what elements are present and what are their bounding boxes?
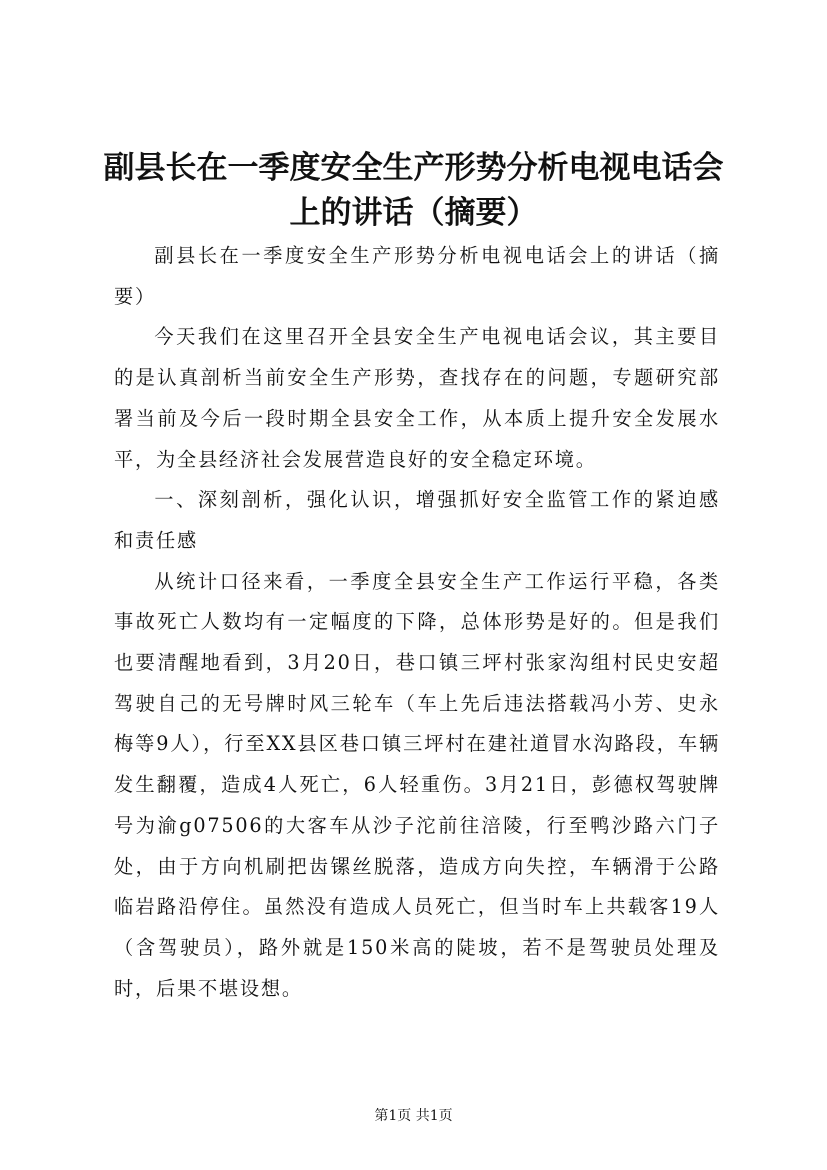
page-footer: 第1页 共1页 xyxy=(374,1108,453,1124)
paragraph-subtitle: 副县长在一季度安全生产形势分析电视电话会上的讲话（摘要） xyxy=(114,244,720,308)
document-title: 副县长在一季度安全生产形势分析电视电话会上的讲话（摘要） xyxy=(103,150,724,231)
paragraph-statistics: 从统计口径来看，一季度全县安全生产工作运行平稳，各类事故死亡人数均有一定幅度的下降，总体形势是好的。但是我们也要清醒地看到，3月20日，巷口镇三坪村张家沟组村民史安超驾驶自己的无号牌时风三轮车（车上先后违法搭载冯小芳、史永梅等9人），行至XX县区巷口镇三坪村在建社道冒水沟路段，车辆发生翻覆，造成4人死亡，6人轻重伤。3月21日，彭德权驾驶牌号为渝g07506的大客车从沙子沱前往涪陵，行至鸭沙路六门子处，由于方向机刷把齿镙丝脱落，造成方向失控，车辆滑于公路临岩路沿停住。虽然没有造成人员死亡，但当时车上共载客19人（含驾驶员），路外就是150米高的陡坡，若不是驾驶员处理及时，后果不堪设想。 xyxy=(114,569,720,1000)
section-heading: 一、深刻剖析，强化认识，增强抓好安全监管工作的紧迫感和责任感 xyxy=(114,488,720,552)
document-body xyxy=(114,236,720,1009)
paragraph-intro: 今天我们在这里召开全县安全生产电视电话会议，其主要目的是认真剖析当前安全生产形势，查找存在的问题，专题研究部署当前及今后一段时期全县安全工作，从本质上提升安全发展水平，为全县经济社会发展营造良好的安全稳定环境。 xyxy=(114,325,720,471)
